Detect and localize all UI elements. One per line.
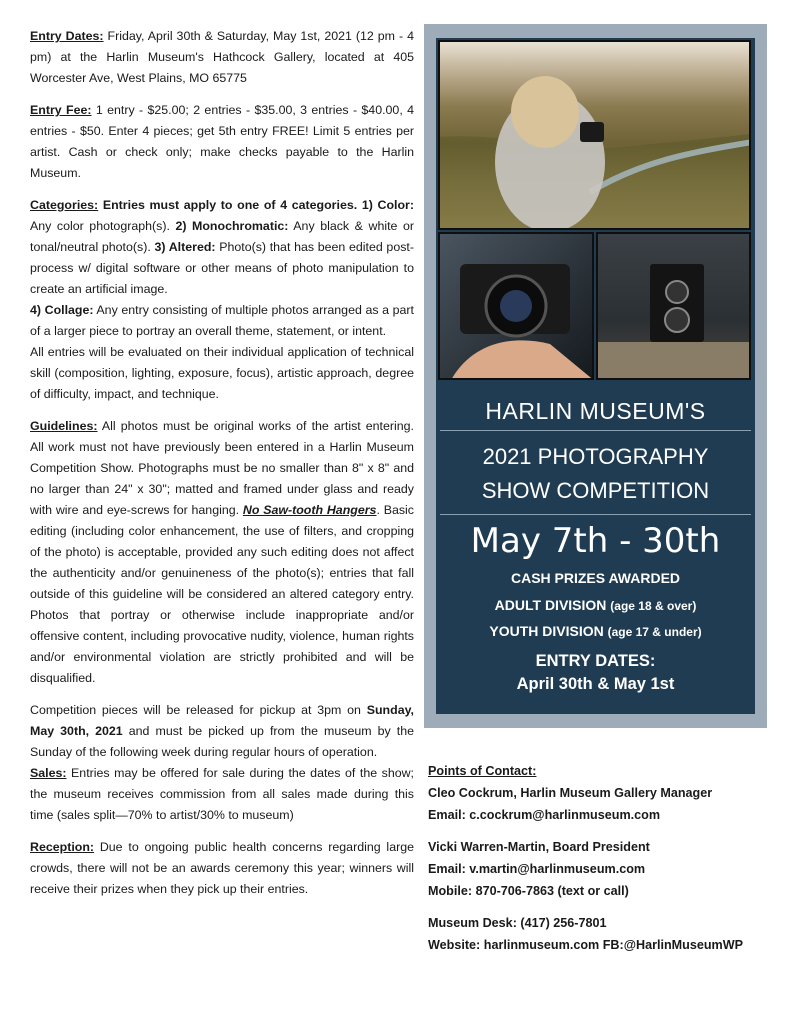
competition-poster [424, 24, 767, 728]
vintage-camera-photo [596, 232, 751, 380]
category-color-name: 1) Color: [361, 198, 414, 212]
reception-section [30, 837, 414, 900]
contact-1-email[interactable]: Email: c.cockrum@harlinmuseum.com [428, 808, 661, 822]
poster-title [436, 440, 755, 508]
pickup-date: Sunday, May 30th, 2021 [30, 703, 414, 738]
pickup-text-a: Competition pieces will be released for pickup at 3pm on [30, 703, 361, 717]
reception-text: Due to ongoing public health concerns regarding large crowds, there will not be an awards ceremony this year; winners will receive their prizes when they pick up their entries. [30, 840, 414, 896]
poster-title-line2: SHOW COMPETITION [481, 478, 710, 503]
categories-section [30, 195, 414, 300]
entry-dates-text: Friday, April 30th & Saturday, May 1st, 2021 (12 pm - 4 pm) at the Harlin Museum's Hathcock Gallery, located at 405 Worcester Ave, West Plains, MO 65775 [30, 29, 414, 85]
categories-label: Categories: [30, 198, 99, 212]
category-mono-name: 2) Monochromatic: [175, 219, 289, 233]
category-collage-text: Any entry consisting of multiple photos arranged as a part of a larger piece to portray an overall theme, statement, or intent. [30, 303, 414, 338]
reception-label: Reception: [30, 840, 95, 854]
poster-show-dates: May 7th - 30th [470, 521, 721, 561]
guidelines-text-a: All photos must be original works of the artist entering. All work must not have previously been entered in a Harlin Museum Competition Show. Photographs must be no smaller than 8" x 8" and no larger than 24" x 30"; matted and framed under glass and ready with wire and eye-screws for hanging. [30, 419, 414, 517]
poster-panel [436, 38, 755, 714]
adult-division-label: ADULT DIVISION [494, 597, 607, 613]
categories-intro: Entries must apply to one of 4 categories. [102, 198, 358, 212]
poster-divider [440, 514, 751, 515]
sales-label: Sales: [30, 766, 67, 780]
hand-camera-photo [438, 232, 594, 380]
poster-entry-label: ENTRY DATES: [535, 652, 656, 670]
poster-youth-division [436, 623, 755, 639]
contact-2-mobile: Mobile: 870-706-7863 (text or call) [428, 884, 629, 898]
no-sawtooth-hangers: No Saw-tooth Hangers [242, 503, 377, 517]
category-color-text: Any color photograph(s). [30, 219, 170, 233]
entry-fee-text: 1 entry - $25.00; 2 entries - $35.00, 3 entries - $40.00, 4 entries - $50. Enter 4 pieces; get 5th entry FREE! Limit 5 entries per artist. Cash or check only; make checks payable to the Harlin Museum. [30, 103, 415, 180]
poster-cash-prizes: CASH PRIZES AWARDED [510, 570, 681, 586]
museum-desk-phone: Museum Desk: (417) 256-7801 [428, 916, 607, 930]
guidelines-text-b: . Basic editing (including color enhancement, the use of filters, and cropping of the photo) is acceptable, provided any such editing does not affect the authenticity and/or genuineness of the photo(s); entries that fall outside of this guideline will be considered an altered category entry. Photos that portray or otherwise include inappropriate and/or offensive content, including provocative nudity, violence, human rights and/or environmental violation are strictly prohibited and will be disqualified. [30, 503, 414, 685]
sales-section [30, 763, 414, 826]
guidelines-label: Guidelines: [30, 419, 98, 433]
pickup-text-b: and must be picked up from the museum by the Sunday of the following week during regular hours of operation. [30, 724, 414, 759]
category-mono-text: Any black & white or tonal/neutral photo(s). [30, 219, 414, 254]
category-collage-name: 4) Collage: [30, 303, 94, 317]
poster-title-line1: 2021 PHOTOGRAPHY [482, 444, 709, 469]
category-altered-name: 3) Altered: [154, 240, 216, 254]
points-of-contact [428, 760, 768, 956]
entry-dates-label: Entry Dates: [30, 29, 104, 43]
contact-1-name: Cleo Cockrum, Harlin Museum Gallery Manager [428, 786, 713, 800]
pickup-section [30, 700, 414, 763]
youth-division-age: (age 17 & under) [607, 625, 702, 639]
category-altered-text: Photo(s) that has been edited post-process w/ digital software or other means of photo manipulation to create an artificial image. [30, 240, 414, 296]
entry-fee-section [30, 100, 414, 184]
contact-2-email[interactable]: Email: v.martin@harlinmuseum.com [428, 862, 646, 876]
photographer-photo [438, 40, 751, 230]
adult-division-age: (age 18 & over) [610, 599, 697, 613]
poster-entry-dates: April 30th & May 1st [516, 675, 675, 693]
category-collage [30, 300, 414, 342]
youth-division-label: YOUTH DIVISION [489, 623, 604, 639]
poster-adult-division [436, 597, 755, 613]
entry-dates-section [30, 26, 414, 89]
details-column [30, 26, 414, 911]
poster-divider [440, 430, 751, 431]
entry-fee-label: Entry Fee: [30, 103, 92, 117]
contact-heading: Points of Contact: [428, 764, 537, 778]
website-and-facebook[interactable]: Website: harlinmuseum.com FB:@HarlinMuseumWP [428, 938, 744, 952]
guidelines-section [30, 416, 414, 689]
poster-museum-name: HARLIN MUSEUM'S [485, 398, 706, 424]
evaluation-text: All entries will be evaluated on their individual application of technical skill (composition, lighting, exposure, focus), artistic approach, degree of difficulty, impact, and technique. [30, 345, 414, 401]
sales-text: Entries may be offered for sale during the dates of the show; the museum receives commission from all sales made during this time (sales split—70% to artist/30% to museum) [30, 766, 414, 822]
contact-2-name: Vicki Warren-Martin, Board President [428, 840, 650, 854]
